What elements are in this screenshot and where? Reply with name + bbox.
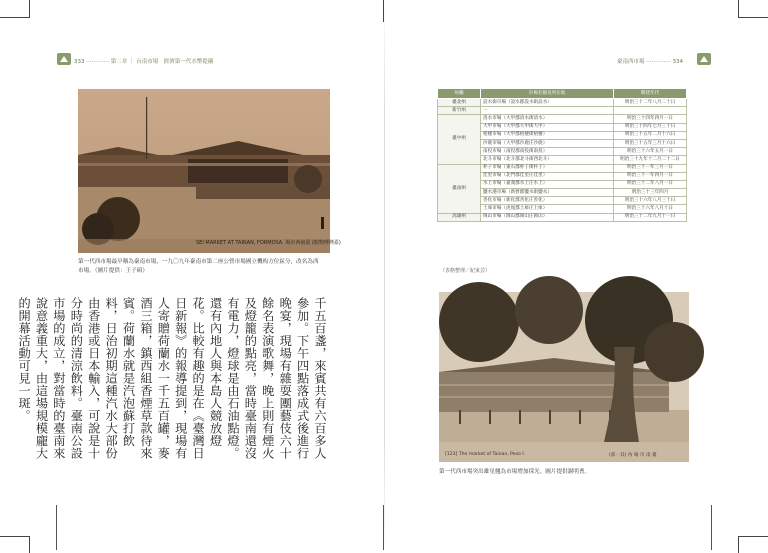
table-row (438, 115, 687, 123)
crop-mark (0, 536, 30, 537)
crop-mark (29, 536, 30, 553)
table-row (438, 213, 687, 221)
year-cell: 明治三十一年三月一日 (614, 164, 687, 172)
crop-mark (738, 536, 768, 537)
left-caption-line2: 市場。（圖片提供：王子碩） (78, 268, 148, 274)
year-cell: 明治三十三年四月 (614, 189, 687, 197)
column-header: 興建年代 (614, 89, 687, 99)
table-row (438, 99, 687, 107)
running-header-left: 333 ············· 第二章 ｜ 台南市場 經濟第一代水幣提襯 (74, 59, 214, 65)
year-cell: 明治三十四年七月三十日 (614, 123, 687, 131)
ornament-icon (57, 53, 71, 65)
prefecture-cell: 新竹州 (438, 107, 481, 115)
photo-inscription-left: [123] The market of Tainan, Peso I. (445, 452, 526, 457)
market-cell: 沙鹿市場（大甲郡沙鹿庄沙鹿） (481, 139, 614, 147)
market-cell: 南投市場（南投郡南投街南投） (481, 148, 614, 156)
market-cell: 水上市場（嘉義郡水上庄水上） (481, 180, 614, 188)
body-text-vertical: 千五百盞，來賓共有六百多人參加。下午四點落成式後進行晚宴，現場有雜耍團藝伎六十餘名表演歌舞，晚上則有煙火及燈籠的點亮，當時臺南還沒有電力，燈球是由石油點燈。還有內地人與本島人競放燈花。比較有趣的是在《臺灣日日新報》的報導提到，現場有人寄贈荷蘭水一千五百罐，麥酒三箱，鎮西組香煙草款待來賓。荷蘭水就是汽泡蘇打飲料，日治初期這種汽水大部份由香港或日本輸入，可說是十分時尚的清涼飲料。臺南公設市場的成立，對當時的臺南來說意義重大，由這場規模龐大的開幕活動可見一斑。 (17, 297, 327, 460)
prefecture-cell: 高雄州 (438, 213, 481, 221)
right-photo-caption: 第一代西市場突出雄星翹為市場增加採光。圖片提供謝明耆。 (439, 469, 591, 475)
market-cell: 清水市場（大甲郡清水街清水） (481, 115, 614, 123)
market-cell: 土庫市場（虎尾郡土庫庄土庫） (481, 205, 614, 213)
market-cell: 朴子市場（東石郡朴子街朴子） (481, 164, 614, 172)
crop-mark (738, 17, 768, 18)
market-cell: 梧棲市場（大甲郡梧棲街梧棲） (481, 131, 614, 139)
table-row (438, 107, 687, 115)
year-cell: 明治三十一年四月一日 (614, 172, 687, 180)
table-header-row (438, 89, 687, 99)
left-photo-caption (78, 258, 348, 276)
running-header-right: 臺南西市場 ·············· 334 (617, 59, 683, 65)
market-cell: 佳里市場（北門郡佳里庄佳里） (481, 172, 614, 180)
ornament-icon (697, 53, 711, 65)
market-cell: 北斗市場（北斗郡北斗街西北斗） (481, 156, 614, 164)
table-source-note: （表格整理／紀束芸） (440, 268, 491, 274)
crop-mark (56, 505, 57, 550)
crop-mark (0, 17, 30, 18)
market-tree-photo (439, 292, 689, 462)
year-cell: 明治三十二年八月二十日 (614, 99, 687, 107)
year-cell: 明治三十五年二月十六日 (614, 131, 687, 139)
page-gutter (384, 0, 385, 553)
market-table (437, 88, 687, 222)
table-row (438, 164, 687, 172)
column-header: 州廳 (438, 89, 481, 99)
market-cell: 鹽水港市場（新營郡鹽水街鹽水） (481, 189, 614, 197)
market-cell: 設水街市場（設水郡設水街設水） (481, 99, 614, 107)
crop-mark (738, 536, 739, 553)
year-cell: 明治三十二年八月一日 (614, 180, 687, 188)
crop-mark (738, 0, 739, 18)
year-cell (614, 107, 687, 115)
year-cell: 明治三十四年四月一日 (614, 115, 687, 123)
market-cell: 一 (481, 107, 614, 115)
market-cell: 善化市場（新化郡善化庄善化） (481, 197, 614, 205)
year-cell: 明治三十二年九月十一日 (614, 213, 687, 221)
year-cell: 明治三十九年十二月二十二日 (614, 156, 687, 164)
left-caption-line1: 第一代西市場最早稱為臺南市場，一九〇九年臺南市第二座公營市場國立機构方位區分，改名為西 (78, 259, 319, 265)
market-cell: 大甲市場（大甲郡大甲街大甲） (481, 123, 614, 131)
tree-photo-illustration (439, 292, 689, 462)
year-cell: 明治三十六年八月十日 (614, 205, 687, 213)
postcard-illustration (78, 89, 330, 253)
photo-inscription-right: (部一其) 內 場 市 南 臺 (609, 453, 657, 458)
market-postcard-photo (78, 89, 341, 253)
prefecture-cell: 臺北州 (438, 99, 481, 107)
crop-mark (29, 0, 30, 18)
year-cell: 明治三十六年八月三十日 (614, 197, 687, 205)
crop-mark (711, 505, 712, 550)
market-cell: 岡山市場（岡山郡岡山庄岡山） (481, 213, 614, 221)
prefecture-cell: 臺中州 (438, 115, 481, 164)
year-cell: 明治三十六年五月一日 (614, 148, 687, 156)
postcard-inscription: SEI MARKET AT TAINAN, FORMOSA. 場市西南臺 (館物博灣臺) (196, 240, 341, 246)
year-cell: 明治三十五年三月十六日 (614, 139, 687, 147)
prefecture-cell: 臺南州 (438, 164, 481, 213)
column-header: 市場名稱及所在地 (481, 89, 614, 99)
